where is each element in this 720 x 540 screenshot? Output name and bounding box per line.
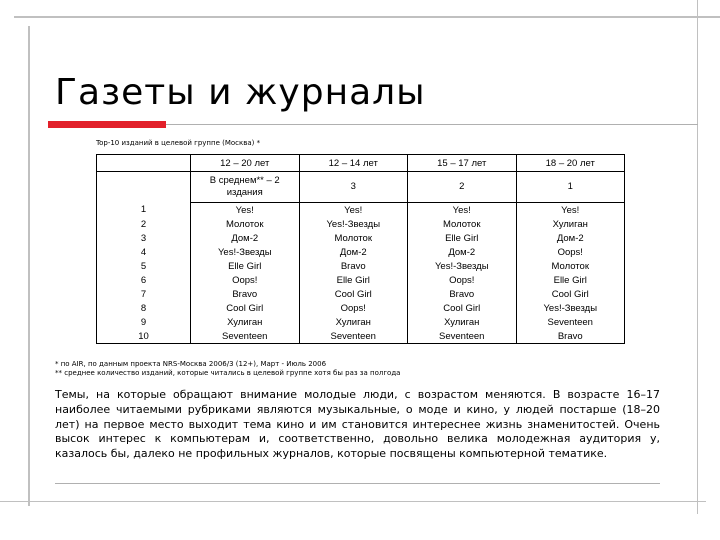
- magazine-cell: Elle Girl: [191, 259, 300, 273]
- magazine-cell: Cool Girl: [299, 287, 408, 301]
- table-row: [97, 287, 625, 301]
- rank-cell: 7: [97, 287, 191, 301]
- age-header-cell: 18 – 20 лет: [516, 155, 625, 172]
- magazine-cell: Elle Girl: [516, 273, 625, 287]
- rank-cell: 6: [97, 273, 191, 287]
- rank-rows: [97, 203, 625, 344]
- title-underline: [166, 124, 698, 125]
- frame-line-bottom: [0, 501, 706, 502]
- magazine-cell: Молоток: [299, 231, 408, 245]
- corner-cell: [97, 172, 191, 203]
- magazine-cell: Дом-2: [408, 245, 517, 259]
- magazine-cell: Bravo: [408, 287, 517, 301]
- table-row: [97, 329, 625, 344]
- table-row: [97, 217, 625, 231]
- magazine-cell: Хулиган: [191, 315, 300, 329]
- table-row: [97, 315, 625, 329]
- magazine-cell: Yes!: [191, 203, 300, 218]
- magazine-cell: Elle Girl: [408, 231, 517, 245]
- magazine-cell: Seventeen: [299, 329, 408, 344]
- magazine-cell: Yes!: [516, 203, 625, 218]
- magazine-cell: Yes!-Звезды: [191, 245, 300, 259]
- body-paragraph: Темы, на которые обращают внимание молодые люди, с возрастом меняются. В возрасте 16–17 наиболее читаемыми рубриками являются музыкальные, о моде и кино, у людей постарше (18–20 лет) на первое место выходит тема кино и им становится интереснее жизнь знаменитостей. Очень высок интерес к компьютерам и, соответственно, довольно велика молодежная аудитория у, казалось бы, далеко не профильных журналов, которые посвящены компьютерной тематике.: [55, 388, 660, 461]
- corner-cell: [97, 155, 191, 172]
- magazine-cell: Oops!: [408, 273, 517, 287]
- frame-line-top: [14, 16, 720, 18]
- magazine-cell: Cool Girl: [516, 287, 625, 301]
- rank-cell: 10: [97, 329, 191, 344]
- magazine-cell: Yes!-Звезды: [408, 259, 517, 273]
- title-accent-bar: [48, 121, 166, 128]
- average-cell: 1: [516, 172, 625, 203]
- magazine-cell: Молоток: [516, 259, 625, 273]
- rank-cell: 9: [97, 315, 191, 329]
- magazine-cell: Молоток: [408, 217, 517, 231]
- magazine-cell: Хулиган: [408, 315, 517, 329]
- magazine-cell: Oops!: [191, 273, 300, 287]
- magazine-cell: Elle Girl: [299, 273, 408, 287]
- rank-cell: 3: [97, 231, 191, 245]
- magazine-cell: Yes!: [299, 203, 408, 218]
- footnote-average: ** среднее количество изданий, которые читались в целевой группе хотя бы раз за полгода: [55, 369, 401, 377]
- magazine-cell: Seventeen: [408, 329, 517, 344]
- magazine-cell: Хулиган: [299, 315, 408, 329]
- magazine-cell: Cool Girl: [191, 301, 300, 315]
- table-row: [97, 273, 625, 287]
- magazine-cell: Yes!: [408, 203, 517, 218]
- magazine-cell: Oops!: [516, 245, 625, 259]
- magazine-cell: Cool Girl: [408, 301, 517, 315]
- average-cell: В среднем** – 2 издания: [191, 172, 300, 203]
- age-header-cell: 15 – 17 лет: [408, 155, 517, 172]
- magazine-cell: Seventeen: [191, 329, 300, 344]
- age-header-row: [97, 155, 625, 172]
- magazine-cell: Молоток: [191, 217, 300, 231]
- magazine-cell: Bravo: [191, 287, 300, 301]
- magazine-cell: Oops!: [299, 301, 408, 315]
- rank-cell: 1: [97, 203, 191, 218]
- magazine-cell: Yes!-Звезды: [299, 217, 408, 231]
- footnote-source: * по AIR, по данным проекта NRS-Москва 2006/3 (12+), Март - Июль 2006: [55, 360, 327, 368]
- magazine-cell: Дом-2: [299, 245, 408, 259]
- frame-line-right: [697, 0, 698, 514]
- magazine-cell: Yes!-Звезды: [516, 301, 625, 315]
- top10-table: [96, 154, 625, 344]
- age-header-cell: 12 – 14 лет: [299, 155, 408, 172]
- magazine-cell: Bravo: [299, 259, 408, 273]
- rank-cell: 2: [97, 217, 191, 231]
- average-row: [97, 172, 625, 203]
- average-cell: 2: [408, 172, 517, 203]
- average-cell: 3: [299, 172, 408, 203]
- magazine-cell: Seventeen: [516, 315, 625, 329]
- table-row: [97, 245, 625, 259]
- table-caption: Top-10 изданий в целевой группе (Москва) *: [96, 139, 261, 147]
- rank-cell: 8: [97, 301, 191, 315]
- frame-line-left: [28, 26, 30, 506]
- table-row: [97, 203, 625, 218]
- table-row: [97, 301, 625, 315]
- magazine-cell: Дом-2: [516, 231, 625, 245]
- magazine-cell: Bravo: [516, 329, 625, 344]
- table-row: [97, 231, 625, 245]
- magazine-cell: Хулиган: [516, 217, 625, 231]
- rank-cell: 5: [97, 259, 191, 273]
- age-header-cell: 12 – 20 лет: [191, 155, 300, 172]
- rank-cell: 4: [97, 245, 191, 259]
- magazine-cell: Дом-2: [191, 231, 300, 245]
- paragraph-underline: [55, 483, 660, 484]
- slide-title: Газеты и журналы: [55, 72, 426, 113]
- table-row: [97, 259, 625, 273]
